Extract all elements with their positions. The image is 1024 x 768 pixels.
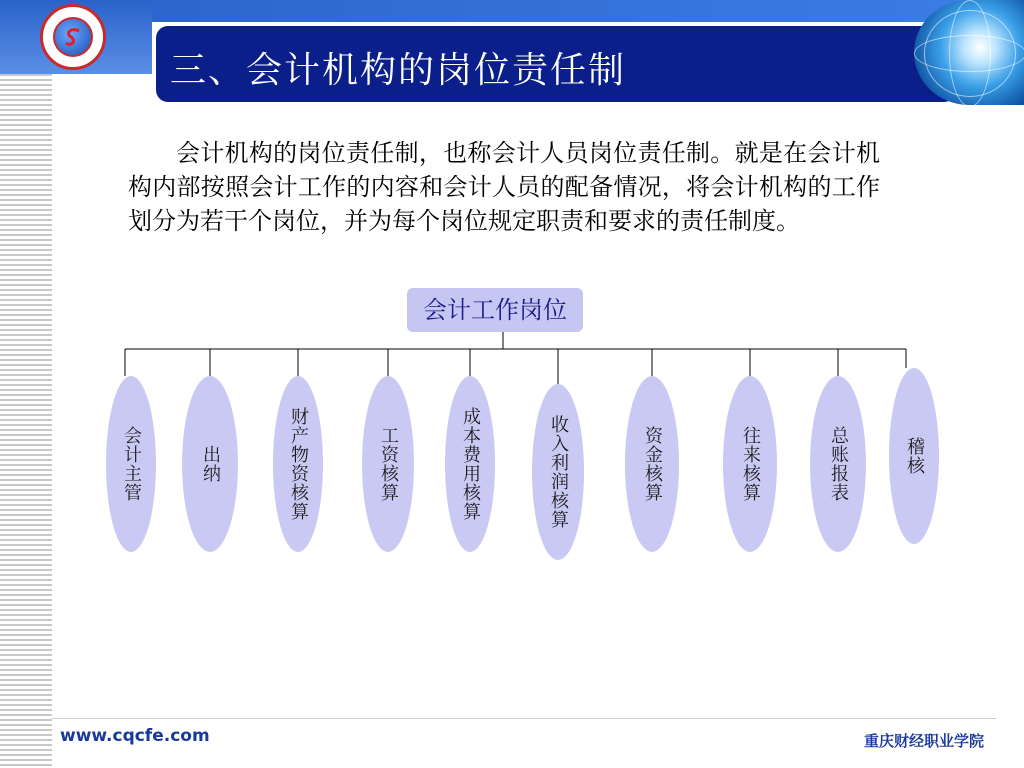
position-label: 往来核算 [740, 426, 761, 502]
position-node [889, 368, 939, 544]
root-node: 会计工作岗位 [407, 288, 583, 332]
footer-divider [52, 718, 996, 719]
position-label: 出纳 [200, 445, 221, 483]
position-node [532, 384, 584, 560]
position-label: 资金核算 [642, 426, 663, 502]
position-node [625, 376, 679, 552]
footer-url: www.cqcfe.com [60, 726, 210, 746]
position-label: 收入利润核算 [548, 415, 569, 529]
body-paragraph: 会计机构的岗位责任制，也称会计人员岗位责任制。就是在会计机构内部按照会计工作的内容和会计人员的配备情况，将会计机构的工作划分为若干个岗位，并为每个岗位规定职责和要求的责任制度。 [128, 139, 880, 235]
position-label: 总账报表 [828, 426, 849, 502]
position-label: 稽核 [904, 437, 925, 475]
position-node [810, 376, 866, 552]
position-node [182, 376, 238, 552]
position-label: 成本费用核算 [460, 407, 481, 521]
footer-school-name: 重庆财经职业学院 [863, 732, 984, 750]
position-label: 财产物资核算 [288, 407, 309, 521]
position-node [106, 376, 156, 552]
page-title: 三、会计机构的岗位责任制 [170, 50, 627, 91]
position-node [362, 376, 414, 552]
position-node [723, 376, 777, 552]
position-label: 会计主管 [121, 426, 142, 502]
position-node [445, 376, 495, 552]
position-label: 工资核算 [378, 426, 399, 502]
position-node [273, 376, 323, 552]
